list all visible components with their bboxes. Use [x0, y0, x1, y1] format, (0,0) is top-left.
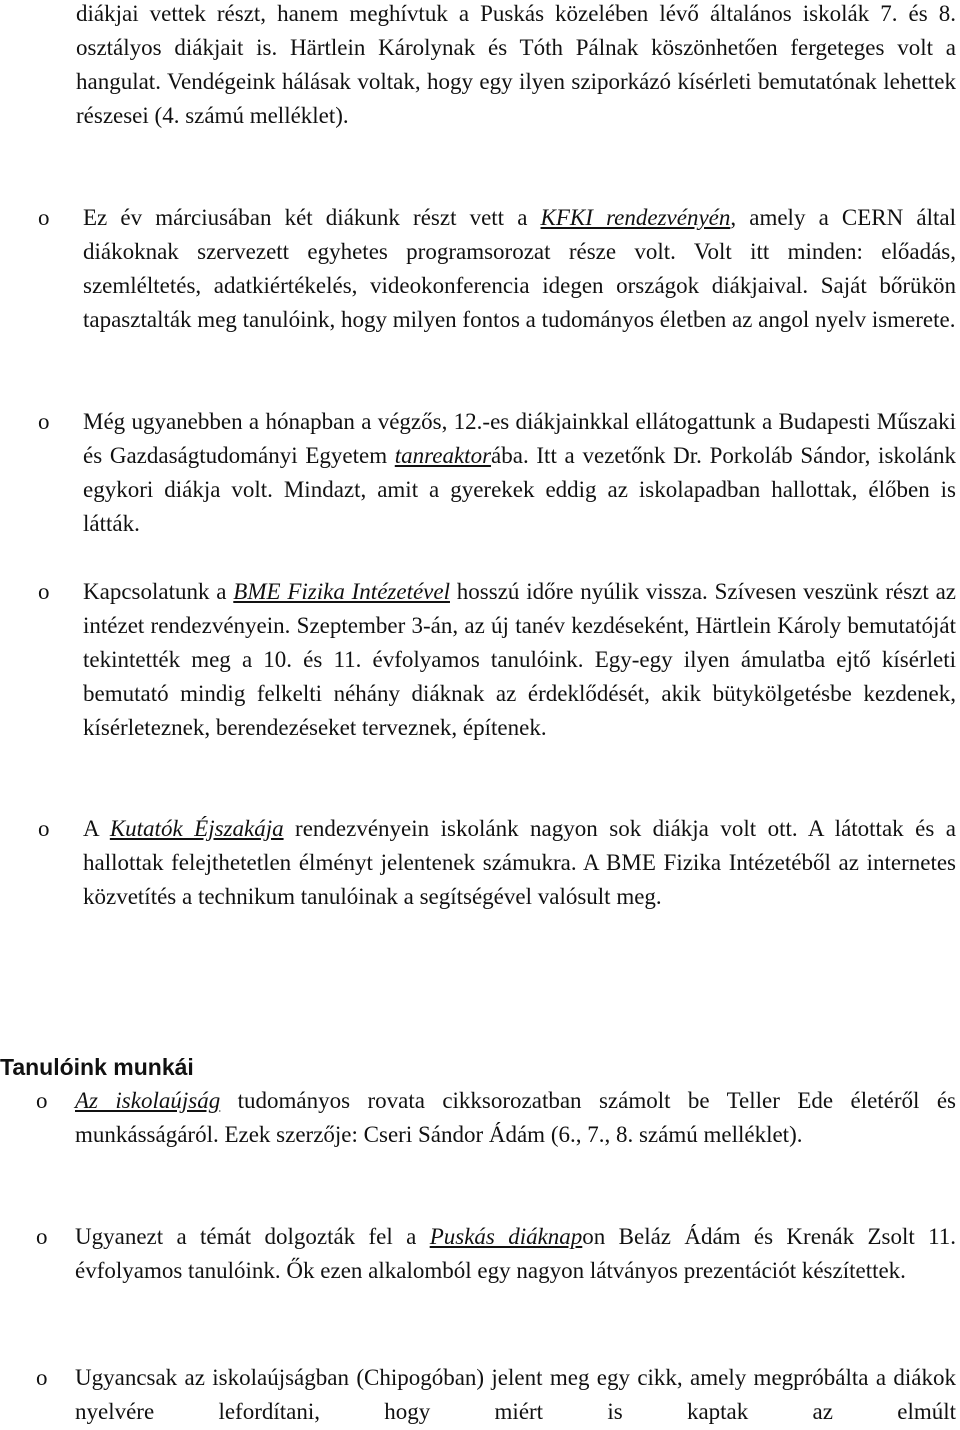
list-item-text [83, 575, 956, 745]
text-segment: Ugyanezt a témát dolgozták fel a [75, 1224, 430, 1249]
bullet-marker: o [38, 816, 50, 841]
text-segment: on Beláz Ádám és Krenák Zsolt 11. évfolyamos tanulóink. Ők ezen alkalomból egy nagyon látványos prezentációt készítettek. [75, 1224, 956, 1283]
kfki-event-link[interactable]: KFKI rendezvényén [540, 205, 731, 230]
school-newspaper-link[interactable]: Az iskolaújság [75, 1088, 221, 1113]
list-item-text [83, 405, 956, 541]
list-item-text [75, 1084, 956, 1152]
list-item-text [75, 1220, 956, 1288]
text-segment: rendezvényein iskolánk nagyon sok diákja volt ott. A látottak és a hallottak felejthetetlen élményt jelentenek számukra. A BME Fizika Intézetéből az internetes közvetítés a technikum tanulóinak a segítségével valósult meg. [83, 816, 956, 909]
list-item-text [83, 201, 956, 337]
bme-physics-institute-link[interactable]: BME Fizika Intézetével [233, 579, 450, 604]
bullet-marker: o [36, 1088, 48, 1113]
text-segment: ába. Itt a vezetőnk Dr. Porkoláb Sándor, iskolánk egykori diákja volt. Mindazt, amit a gyerekek eddig az iskolapadban hallottak, élőben is látták. [83, 443, 956, 536]
section-heading: Tanulóink munkái [0, 1054, 194, 1080]
text-segment: Ugyancsak az iskolaújságban (Chipogóban) jelent meg egy cikk, amely megpróbálta a diákok nyelvére lefordítani, hogy miért is kaptak az elmúlt [75, 1365, 956, 1424]
bullet-marker: o [38, 409, 50, 434]
list-item-text [75, 1361, 956, 1429]
text-segment: tudományos rovata cikksorozatban számolt be Teller Ede életéről és munkásságáról. Ezek szerzője: Cseri Sándor Ádám (6., 7., 8. számú melléklet). [75, 1088, 957, 1147]
intro-continuation-paragraph [76, 0, 956, 133]
bullet-marker: o [36, 1365, 48, 1390]
intro-text: diákjai vettek részt, hanem meghívtuk a Puskás közelében lévő általános iskolák 7. és 8. osztályos diákjait is. Härtlein Károlynak és Tóth Pálnak köszönhetően fergeteges volt a hangulat. Vendégeink hálásak voltak, hogy egy ilyen sziporkázó kísérleti bemutatónak lehettek részesei (4. számú melléklet). [76, 1, 956, 128]
text-segment: A [83, 816, 110, 841]
bullet-marker: o [38, 579, 50, 604]
researchers-night-link[interactable]: Kutatók Éjszakája [109, 816, 284, 841]
puskas-student-day-link[interactable]: Puskás diáknap [429, 1224, 583, 1249]
bullet-marker: o [38, 205, 50, 230]
text-segment: Ez év márciusában két diákunk részt vett a [83, 205, 541, 230]
list-item-text [83, 812, 956, 914]
text-segment: hosszú időre nyúlik vissza. Szívesen veszünk részt az intézet rendezvényein. Szeptember 3-án, az új tanév kezdéseként, Härtlein Károly bemutatóját tekintették meg a 10. és 11. évfolyamos tanulóink. Egy-egy ilyen ámulatba ejtő kísérleti bemutató mindig felkelti néhány diáknak az érdeklődését, akik bütykölgetésbe kezdenek, kísérleteznek, berendezéseket terveznek, építenek. [83, 579, 956, 740]
text-segment: , amely a CERN által diákoknak szervezett egyhetes programsorozat része volt. Volt itt minden: előadás, szemléltetés, adatkiértékelés, videokonferencia idegen országok diákjaival. Saját bőrükön tapasztalták meg tanulóink, hogy milyen fontos a tudományos életben az angol nyelv ismerete. [83, 205, 956, 332]
text-segment: Kapcsolatunk a [83, 579, 234, 604]
bullet-marker: o [36, 1224, 48, 1249]
tanreaktor-link[interactable]: tanreaktor [394, 443, 492, 468]
text-segment: Még ugyanebben a hónapban a végzős, 12.-es diákjainkkal ellátogattunk a Budapesti Műszaki és Gazdaságtudományi Egyetem [83, 409, 956, 468]
